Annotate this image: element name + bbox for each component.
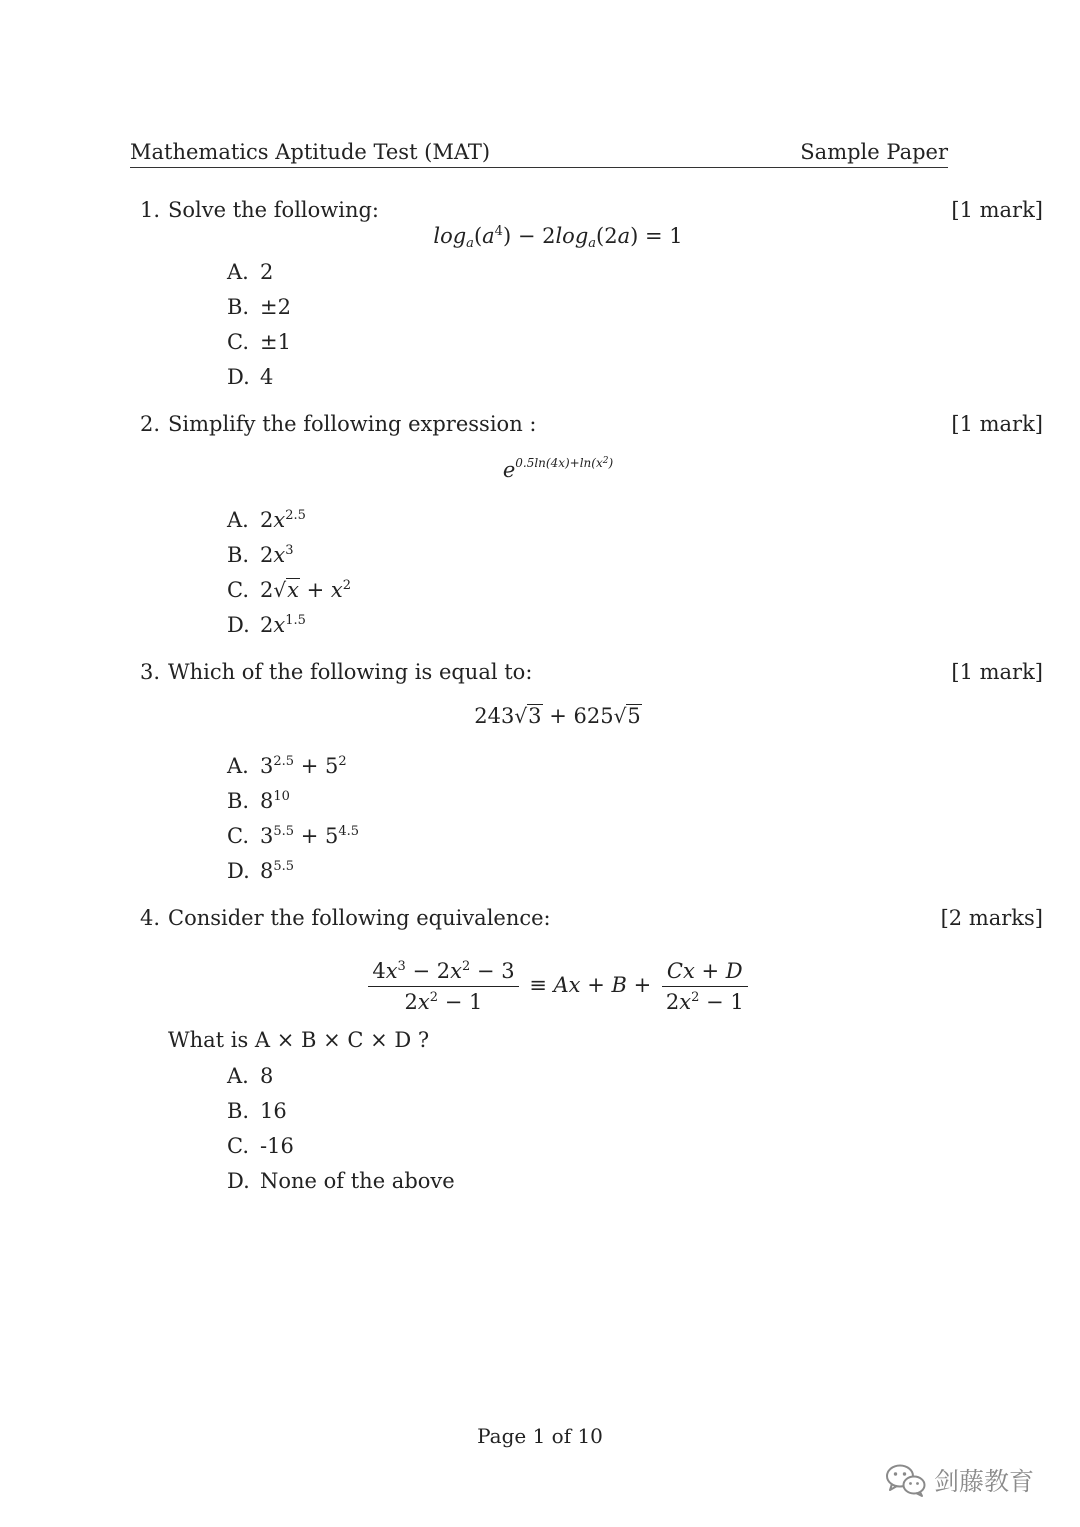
option-a[interactable]: A. $3^{2.5} + 5^2$ [227, 754, 347, 778]
equation-1: $\log_a(a^4) - 2\log_a(2a) = 1$ [433, 224, 683, 251]
header-title: Mathematics Aptitude Test (MAT) [130, 140, 491, 164]
options-q1 [227, 258, 291, 398]
question-number: 1. [140, 198, 161, 222]
option-c[interactable]: C. $2√x + x^2$ [227, 578, 352, 602]
equation-3: 243√3 + 625√5 [474, 704, 641, 728]
option-d[interactable]: D. $8^{5.5}$ [227, 859, 295, 883]
option-b[interactable]: B. $2x^3$ [227, 543, 294, 567]
question-marks: [1 mark] [951, 412, 1043, 436]
question-marks: [1 mark] [951, 198, 1043, 222]
option-b[interactable]: B. 16 [227, 1099, 287, 1123]
equation-2: $e^{0.5ln(4x)+ln(x^2)}$ [502, 456, 614, 482]
option-b[interactable]: B. ±2 [227, 295, 291, 319]
page-number: Page 1 of 10 [477, 1424, 603, 1448]
option-c[interactable]: C. -16 [227, 1134, 294, 1158]
option-c[interactable]: C. $3^{5.5} + 5^{4.5}$ [227, 824, 360, 848]
options-q2 [227, 506, 351, 646]
sqrt-symbol: √x [273, 578, 299, 602]
sqrt-symbol: √5 [613, 704, 641, 728]
option-a[interactable]: A. 8 [227, 1064, 274, 1088]
fraction-left: $\frac{4x^3 - 2x^2 - 3}{2x^2 - 1}$ [368, 956, 518, 1017]
header-subtitle: Sample Paper [800, 140, 948, 164]
question-prompt: Consider the following equivalence: [168, 906, 551, 930]
fraction-right: $\frac{Cx + D}{2x^2 - 1}$ [662, 956, 748, 1017]
option-c[interactable]: C. ±1 [227, 330, 291, 354]
running-header [130, 140, 948, 168]
sqrt-symbol: √3 [514, 704, 542, 728]
equation-4: $\frac{4x^3 - 2x^2 - 3}{2x^2 - 1}$ ≡ Ax + B + $\frac{Cx + D}{2x^2 - 1}$ [140, 956, 976, 1017]
watermark [884, 1460, 1034, 1500]
options-q4 [227, 1062, 455, 1202]
question-followup: What is A × B × C × D ? [168, 1028, 430, 1052]
question-number: 4. [140, 906, 161, 930]
option-b[interactable]: B. $8^{10}$ [227, 789, 290, 813]
option-a[interactable]: A. 2 [227, 260, 274, 284]
wechat-icon [884, 1462, 928, 1498]
option-a[interactable]: A. $2x^{2.5}$ [227, 508, 306, 532]
option-d[interactable]: D. None of the above [227, 1169, 455, 1193]
option-d[interactable]: D. 4 [227, 365, 274, 389]
question-number: 3. [140, 660, 161, 684]
question-marks: [2 marks] [940, 906, 1043, 930]
options-q3 [227, 752, 359, 892]
question-prompt: Solve the following: [168, 198, 380, 222]
question-prompt: Simplify the following expression : [168, 412, 537, 436]
question-marks: [1 mark] [951, 660, 1043, 684]
question-number: 2. [140, 412, 161, 436]
option-d[interactable]: D. $2x^{1.5}$ [227, 613, 306, 637]
watermark-text: 剑藤教育 [934, 1467, 1035, 1496]
question-prompt: Which of the following is equal to: [168, 660, 533, 684]
